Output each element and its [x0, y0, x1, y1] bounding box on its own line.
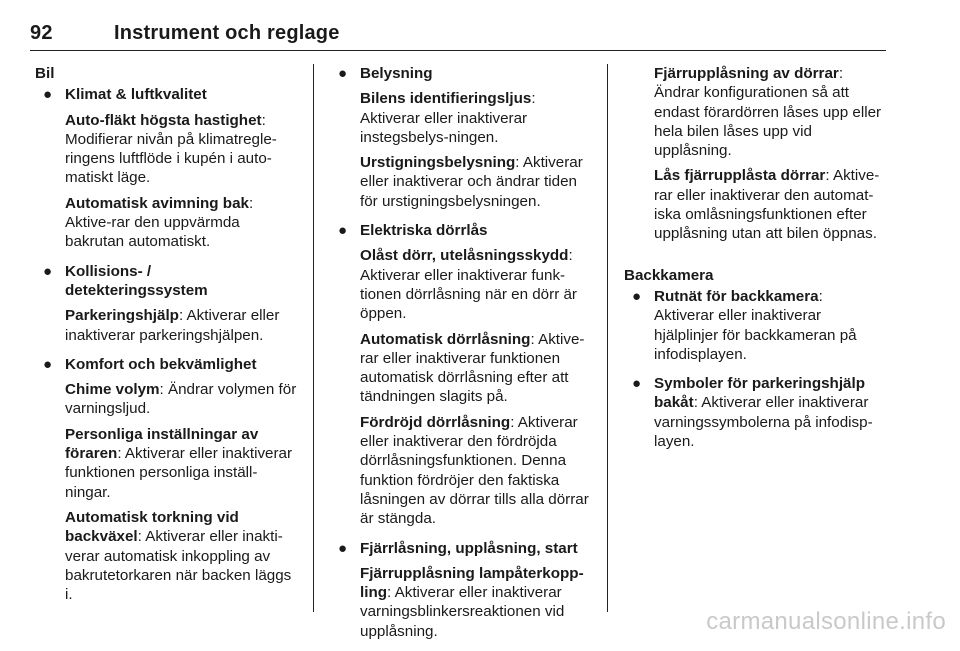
column-3 [624, 64, 886, 461]
item-paragraph: Parkeringshjälp: Aktiverar eller inaktiverar parkeringshjälpen. [65, 307, 280, 344]
item-paragraph: Fördröjd dörrlåsning: Aktiverar eller inaktiverar den fördröjda dörrlåsningsfunktionen. Denna funktion fördröjer den faktiska låsningen av dörrar tills alla dörrar är stängda. [360, 413, 589, 528]
bullet-icon: ● [632, 375, 642, 393]
bullet-icon: ● [338, 539, 348, 557]
item-paragraph: Chime volym: Ändrar volymen för varningsljud. [65, 381, 297, 418]
column-1 [35, 64, 297, 614]
section-heading-bil: Bil [35, 65, 55, 82]
item-paragraph: Fjärrupplåsning lampåterkopp-ling: Aktiverar eller inaktiverar varningsblinkersreaktionen vid upplåsning. [360, 564, 584, 640]
item-paragraph: Automatisk torkning vid backväxel: Aktiverar eller inakti-verar automatisk inkoppling av bakrutetorkaren när backen läggs i. [65, 508, 292, 604]
item-paragraph: Personliga inställningar av föraren: Aktiverar eller inaktiverar funktionen personliga inställ-ningar. [65, 425, 293, 501]
item-paragraph: Fjärrupplåsning av dörrar: Ändrar konfigurationen så att endast förardörren låses upp eller hela bilen låses upp vid upplåsning. [654, 65, 882, 160]
bullet-icon: ● [43, 262, 53, 280]
bullet-icon: ● [338, 222, 348, 240]
column-2 [330, 64, 592, 651]
item-title: Belysning [360, 65, 433, 82]
continued-items [624, 64, 886, 244]
item-paragraph: Olåst dörr, utelåsningsskydd: Aktiverar eller inaktiverar funk-tionen dörrlåsning när en dörr är öppen. [360, 247, 577, 323]
column-divider-2 [607, 64, 608, 612]
bullet-icon: ● [43, 355, 53, 373]
watermark-text: carmanualsonline.info [706, 608, 946, 635]
item-paragraph: Lås fjärrupplåsta dörrar: Aktive-rar eller inaktiverar den automat-iska omlåsningsfunktionen efter upplåsning utan att bilen öppnas. [654, 167, 880, 243]
bullet-icon: ● [338, 65, 348, 82]
list-item-fjarrlasning [330, 539, 592, 641]
list-item-rutnat [624, 287, 886, 364]
item-title: Klimat & luftkvalitet [65, 86, 207, 104]
item-title: Elektriska dörrlås [360, 222, 488, 240]
item-title: Kollisions- / detekteringssystem [65, 262, 208, 299]
item-paragraph: Automatisk avimning bak: Aktive-rar den uppvärmda bakrutan automatiskt. [65, 194, 254, 251]
item-paragraph: Symboler för parkeringshjälp bakåt: Aktiverar eller inaktiverar varningssymbolerna på infodisp-layen. [654, 375, 873, 451]
bullet-icon: ● [43, 86, 53, 104]
list-item-kollision [35, 262, 297, 345]
item-paragraph: Urstigningsbelysning: Aktiverar eller inaktiverar och ändrar tiden för urstigningsbelysningen. [360, 154, 583, 210]
item-paragraph: Rutnät för backkamera: Aktiverar eller inaktiverar hjälplinjer för backkameran på infodisplayen. [654, 287, 857, 363]
item-title: Komfort och bekvämlighet [65, 355, 257, 373]
item-paragraph: Auto-fläkt högsta hastighet: Modifierar nivån på klimatregle-ringens luftflöde i kupén i auto-matiskt läge. [65, 111, 277, 187]
page-header [30, 22, 886, 51]
chapter-title: Instrument och reglage [114, 22, 340, 44]
section-heading-backkamera: Backkamera [624, 266, 714, 284]
page-number: 92 [30, 22, 53, 44]
list-item-dorrlas [330, 221, 592, 528]
bullet-icon: ● [632, 287, 642, 305]
list-item-belysning [330, 64, 592, 211]
list-item-komfort [35, 355, 297, 605]
list-item-klimat [35, 85, 297, 251]
column-divider-1 [313, 64, 314, 612]
item-paragraph: Bilens identifieringsljus: Aktiverar eller inaktiverar instegsbelys-ningen. [360, 90, 536, 146]
list-item-symboler [624, 374, 886, 451]
item-paragraph: Automatisk dörrlåsning: Aktive-rar eller inaktiverar funktionen automatisk dörrlåsning efter att tändningen slagits på. [360, 330, 585, 406]
item-title: Fjärrlåsning, upplåsning, start [360, 539, 578, 557]
